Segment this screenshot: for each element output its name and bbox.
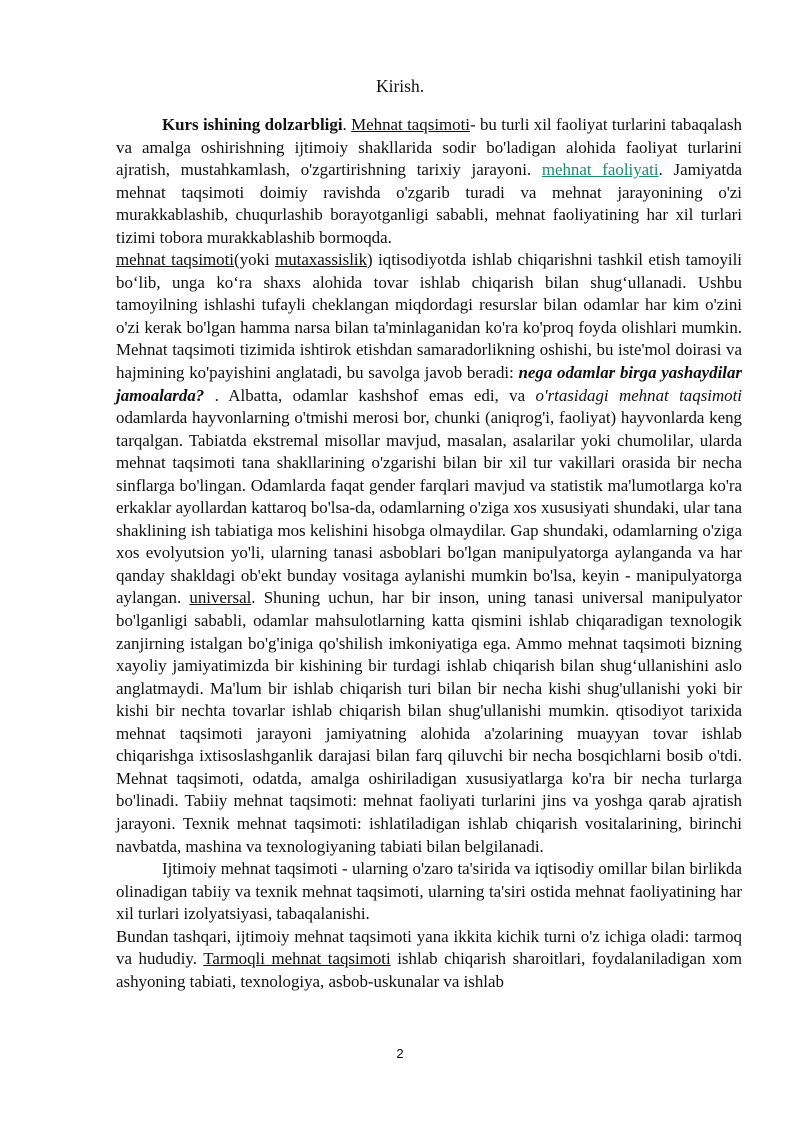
- paragraph-intro: [116, 114, 742, 249]
- text-run: odamlarda hayvonlarning o'tmishi merosi bor, chunki (aniqrog'i, faoliyat) hayvonlarda keng tarqalgan. Tabiatda ekstremal misollar mavjud, masalan, asalarilar yoki chumolilar, ularda mehnat taqsimoti tana shakllarining o'zgarishi bilan bir xil tur vakillari orasida bir necha sinflarga bo'lingan. Odamlarda faqat gender farqlari mavjud va statistik ma'lumotlarga ko'ra erkaklar ayollardan kattaroq bo'lsa-da, odamlarning o'ziga xos xususiyati shundaki, ular tana shaklining ish tabiatiga mos kelishini hisobga olmaydilar. Gap shundaki, odamlarning o'ziga xos evolyutsion yo'li, ularning tanasi asboblari bo'lgan manipulyatorga aylanganda va har qanday shakldagi ob'ekt bunday vositaga aylanishi mumkin bo'lsa, keyin - manipulyatorga aylangan.: [116, 408, 742, 608]
- text-run: (yoki: [234, 250, 276, 270]
- section-title: Kirish.: [375, 76, 425, 96]
- text-run: . Jamiyatda mehnat taqsimoti doimiy ravishda o'zgarib turadi va mehnat jarayonining o'zi murakkablashib, chuqurlashib borayotganligi sababli, mehnat faoliyatining har xil turlari tizimi tobora murakkablashib bormoqda.: [116, 160, 743, 247]
- paragraph-main: [116, 249, 742, 858]
- link-mehnat-taqsimoti-2[interactable]: mehnat taqsimoti: [116, 250, 234, 270]
- body-text: [116, 114, 742, 993]
- link-universal[interactable]: universal: [189, 588, 252, 608]
- italic-phrase: o'rtasidagi mehnat taqsimoti: [535, 385, 742, 405]
- link-mehnat-faoliyati[interactable]: mehnat faoliyati: [541, 160, 659, 180]
- text-run: ishlab chiqarish sharoitlari, foydalaniladigan xom ashyoning tabiati, texnologiya, asbob-uskunalar va ishlab: [116, 949, 742, 991]
- page-number: 2: [396, 1046, 404, 1061]
- link-mehnat-taqsimoti[interactable]: Mehnat taqsimoti: [351, 115, 470, 134]
- text-run: . Shuning uchun, har bir inson, uning tanasi universal manipulyator bo'lganligi sababli, odamlar mahsulotlarning katta qismini ishlab chiqaradigan texnologik zanjirning istalgan bo'g'iniga qo'shilish imkoniyatiga ega. Ammo mehnat taqsimoti bizning xayoliy jamiyatimizda bir kishining bir turdagi ishlab chiqarish bilan shug‘ullanishini aslo anglatmaydi. Ma'lum bir ishlab chiqarish turi bilan bir necha kishi shug'ullanishi yoki bir kishi bir nechta tovarlar ishlab chiqarish bilan shug'ullanishi mumkin. qtisodiyot tarixida mehnat taqsimoti jarayoni jamiyatning alohida a'zolarining muayyan tovar ishlab chiqarishga ixtisoslashganlik darajasi bilan farq qiluvchi bir necha bosqichlarni bosib o'tdi. Mehnat taqsimoti, odatda, amalga oshiriladigan xususiyatlarga ko'ra bir necha turlarga bo'linadi. Tabiiy mehnat taqsimoti: mehnat faoliyati turlarini jins va yoshga qarab ajratish jarayoni. Texnik mehnat taqsimoti: ishlatiladigan ishlab chiqarish vositalarining, birinchi navbatda, mashina va texnologiyaning tabiati bilan belgilanadi.: [116, 588, 742, 856]
- text-run: . Albatta, odamlar kashshof emas edi, va: [204, 385, 536, 405]
- paragraph-branch: [116, 926, 742, 994]
- text-run: ) iqtisodiyotda ishlab chiqarishni tashkil etish tamoyili bo‘lib, unga ko‘ra shaxs alohida tovar ishlab chiqarish bilan shug‘ullanadi. Ushbu tamoyilning ishlashi tufayli cheklangan miqdordagi resurslar bilan odamlar har kim o'zini o'zi kerak bo'lgan hamma narsa bilan ta'minlaganidan ko'ra ko'proq foyda olishlari mumkin. Mehnat taqsimoti tizimida ishtirok etishdan samaradorlikning oshishi, bu iste'mol doirasi va hajmining ko'payishini anglatadi, bu savolga javob beradi:: [116, 250, 742, 383]
- text-run: Bundan tashqari, ijtimoiy mehnat taqsimoti yana ikkita kichik turni o'z ichiga oladi: tarmoq va hududiy.: [116, 926, 742, 969]
- bold-lead: Kurs ishining dolzarbligi: [162, 115, 343, 134]
- paragraph-social: Ijtimoiy mehnat taqsimoti - ularning o'zaro ta'sirida va iqtisodiy omillar bilan birlikda olinadigan tabiiy va texnik mehnat taqsimoti, ularning ta'siri ostida mehnat faoliyatining har xil turlari izolyatsiyasi, tabaqalanishi.: [116, 859, 742, 924]
- bold-italic-question: nega odamlar birga yashaydilar jamoalarda?: [116, 363, 743, 405]
- link-mutaxassislik[interactable]: mutaxassislik: [275, 250, 368, 270]
- link-tarmoqli-mehnat-taqsimoti[interactable]: Tarmoqli mehnat taqsimoti: [203, 949, 391, 969]
- text-run: .: [342, 115, 352, 134]
- text-run: - bu turli xil faoliyat turlarini tabaqalash va amalga oshirishning ijtimoiy shakllarida sodir bo'ladigan alohida faoliyat turlarini ajratish, mustahkamlash, o'zgartirishning tarixiy jarayoni.: [116, 115, 743, 180]
